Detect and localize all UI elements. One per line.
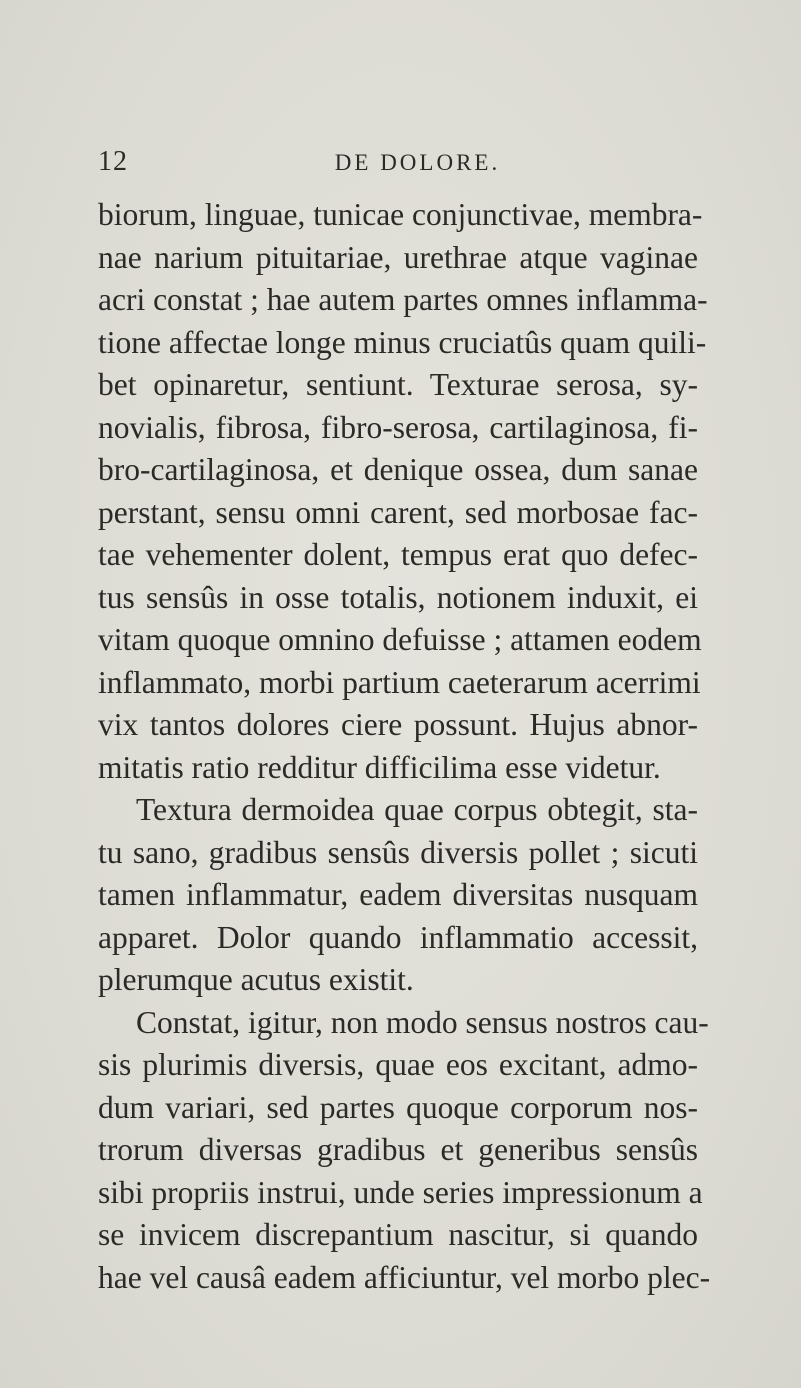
text-line-paragraph-start: Constat, igitur, non modo sensus nostros cau-: [136, 1004, 709, 1040]
text-line: dum variari, sed partes quoque corporum nos-: [98, 1089, 698, 1125]
text-line: trorum diversas gradibus et generibus sensûs: [98, 1132, 698, 1167]
text-line: apparet. Dolor quando inflammatio accessit,: [98, 919, 698, 955]
text-line: tamen inflammatur, eadem diversitas nusquam: [98, 877, 698, 912]
text-line: inflammato, morbi partium caeterarum acerrimi: [98, 664, 701, 700]
body-text: [98, 194, 711, 1299]
text-line: perstant, sensu omni carent, sed morbosae fac-: [98, 494, 698, 530]
text-line: biorum, linguae, tunicae conjunctivae, membra-: [98, 197, 703, 232]
text-line: vix tantos dolores ciere possunt. Hujus abnor-: [98, 707, 698, 742]
text-line-paragraph-start: Textura dermoidea quae corpus obtegit, sta-: [136, 792, 698, 827]
text-line: novialis, fibrosa, fibro-serosa, cartilaginosa, fi-: [98, 409, 698, 445]
text-line-paragraph-end: plerumque acutus existit.: [98, 962, 414, 997]
text-line: nae narium pituitariae, urethrae atque vaginae: [98, 239, 698, 275]
text-line: sis plurimis diversis, quae eos excitant, admo-: [98, 1047, 698, 1082]
text-line: bet opinaretur, sentiunt. Texturae serosa, sy-: [98, 367, 698, 402]
text-line-paragraph-end: mitatis ratio redditur difficilima esse videtur.: [98, 749, 661, 785]
text-line: sibi propriis instrui, unde series impressionum a: [98, 1174, 703, 1210]
text-line: se invicem discrepantium nascitur, si quando: [98, 1217, 698, 1252]
text-line: tu sano, gradibus sensûs diversis pollet ; sicuti: [98, 834, 698, 870]
text-line: tione affectae longe minus cruciatûs quam quili-: [98, 324, 707, 360]
text-line: hae vel causâ eadem afficiuntur, vel morbo plec-: [98, 1259, 711, 1295]
page-number: 12: [98, 146, 128, 177]
text-line: tus sensûs in osse totalis, notionem induxit, ei: [98, 579, 698, 615]
running-head: DE DOLORE.: [334, 150, 501, 175]
text-line: tae vehementer dolent, tempus erat quo defec-: [98, 537, 698, 572]
text-line: acri constat ; hae autem partes omnes inflamma-: [98, 282, 708, 317]
page-header: [0, 146, 801, 186]
text-line: vitam quoque omnino defuisse ; attamen eodem: [98, 622, 702, 657]
text-line: bro-cartilaginosa, et denique ossea, dum sanae: [98, 452, 698, 487]
